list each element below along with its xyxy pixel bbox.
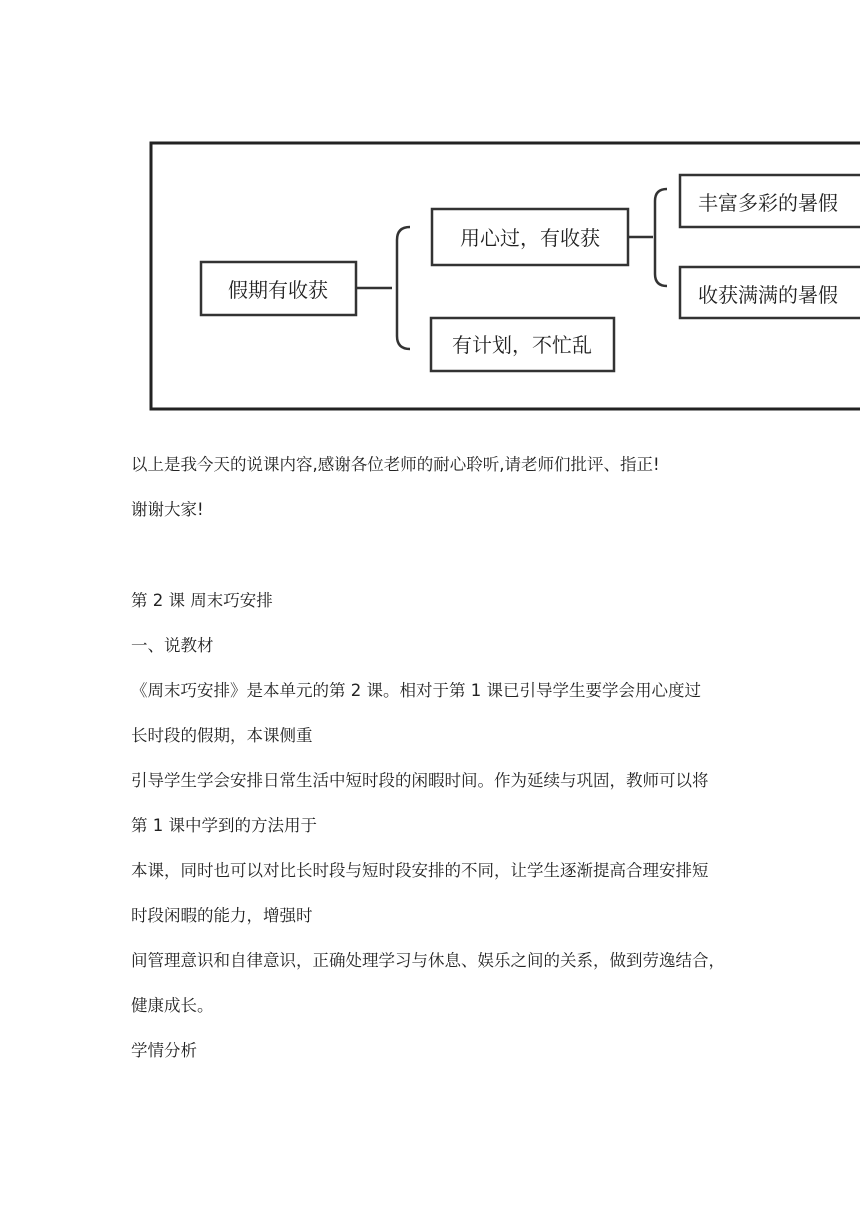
concept-diagram xyxy=(0,0,860,430)
body-line: 本课，同时也可以对比长时段与短时段安排的不同，让学生逐渐提高合理安排短 xyxy=(131,861,709,880)
root-node-label: 假期有收获 xyxy=(228,278,328,302)
body-line: 时段闲暇的能力，增强时 xyxy=(131,906,313,925)
leaf-node-label-2: 收获满满的暑假 xyxy=(698,283,838,307)
body-line: 第 1 课中学到的方法用于 xyxy=(131,816,317,835)
body-line: 引导学生学会安排日常生活中短时段的闲暇时间。作为延续与巩固，教师可以将 xyxy=(131,771,709,790)
body-line: 长时段的假期，本课侧重 xyxy=(131,726,313,745)
closing-remark: 以上是我今天的说课内容,感谢各位老师的耐心聆听,请老师们批评、指正! xyxy=(131,455,660,474)
lesson-heading: 第 2 课 周末巧安排 xyxy=(131,591,273,610)
thanks-line: 谢谢大家! xyxy=(131,500,204,519)
body-line: 《周末巧安排》是本单元的第 2 课。相对于第 1 课已引导学生要学会用心度过 xyxy=(131,681,701,700)
leaf-node-label-1: 丰富多彩的暑假 xyxy=(698,191,838,215)
body-line: 健康成长。 xyxy=(131,996,214,1015)
branch-node-label-2: 有计划，不忙乱 xyxy=(452,333,592,357)
section-heading: 一、说教材 xyxy=(131,636,214,655)
branch-node-label-1: 用心过，有收获 xyxy=(460,226,600,250)
subsection-heading: 学情分析 xyxy=(131,1041,197,1060)
body-line: 间管理意识和自律意识，正确处理学习与休息、娱乐之间的关系，做到劳逸结合， xyxy=(131,951,725,970)
